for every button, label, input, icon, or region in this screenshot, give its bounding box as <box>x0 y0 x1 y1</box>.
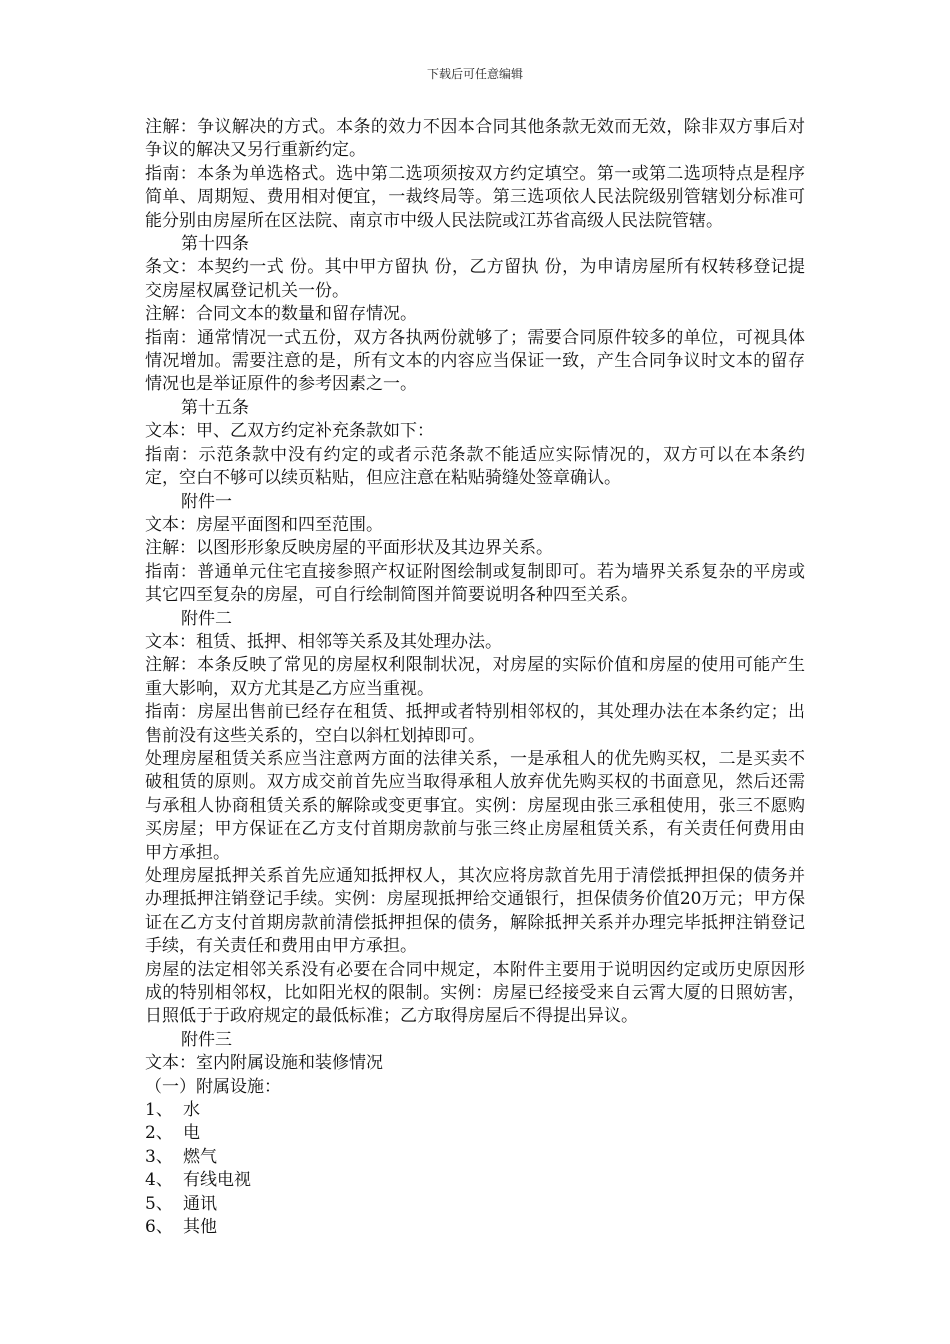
paragraph: 文本：租赁、抵押、相邻等关系及其处理办法。 <box>145 631 502 652</box>
document-body <box>145 116 805 1240</box>
paragraph: 处理房屋抵押关系首先应通知抵押权人，其次应将房款首先用于清偿抵押担保的债务并办理抵押注销登记手续。实例：房屋现抵押给交通银行，担保债务价值20万元；甲方保证在乙方支付首期房款前清偿抵押担保的债务，解除抵押关系并办理完毕抵押注销登记手续，有关责任和费用由甲方承担。 <box>145 866 805 957</box>
list-label: 通讯 <box>183 1193 217 1214</box>
paragraph: 处理房屋租赁关系应当注意两方面的法律关系，一是承租人的优先购买权，二是买卖不破租赁的原则。双方成交前首先应当取得承租人放弃优先购买权的书面意见，然后还需与承租人协商租赁关系的解除或变更事宜。实例：房屋现由张三承租使用，张三不愿购买房屋；甲方保证在乙方支付首期房款前与张三终止房屋租赁关系，有关责任何费用由甲方承担。 <box>145 748 805 863</box>
paragraph: 指南：本条为单选格式。选中第二选项须按双方约定填空。第一或第二选项特点是程序简单、周期短、费用相对便宜，一裁终局等。第三选项依人民法院级别管辖划分标准可能分别由房屋所在区法院、南京市中级人民法院或江苏省高级人民法院管辖。 <box>145 163 805 231</box>
list-label: 其他 <box>183 1217 217 1238</box>
paragraph: 注解：本条反映了常见的房屋权利限制状况，对房屋的实际价值和房屋的使用可能产生重大影响，双方尤其是乙方应当重视。 <box>145 655 805 699</box>
list-item <box>145 1099 805 1122</box>
list-number: 6、 <box>145 1217 173 1238</box>
section-heading: 附件一 <box>181 491 232 512</box>
list-item <box>145 1169 805 1192</box>
list-label: 有线电视 <box>183 1170 251 1191</box>
paragraph: 注解：合同文本的数量和留存情况。 <box>145 304 417 325</box>
paragraph: （一）附属设施： <box>145 1076 281 1097</box>
list-label: 电 <box>183 1123 200 1144</box>
list-item <box>145 1216 805 1239</box>
paragraph: 文本：甲、乙双方约定补充条款如下： <box>145 421 434 442</box>
page-header: 下载后可任意编辑 <box>426 67 523 81</box>
list-number: 5、 <box>145 1193 173 1214</box>
list-number: 4、 <box>145 1170 173 1191</box>
paragraph: 指南：普通单元住宅直接参照产权证附图绘制或复制即可。若为墙界关系复杂的平房或其它四至复杂的房屋，可自行绘制简图并简要说明各种四至关系。 <box>145 561 805 606</box>
paragraph: 指南：示范条款中没有约定的或者示范条款不能适应实际情况的，双方可以在本条约定，空白不够可以续页粘贴，但应注意在粘贴骑缝处签章确认。 <box>145 444 805 489</box>
list-item <box>145 1193 805 1216</box>
paragraph: 注解：以图形形象反映房屋的平面形状及其边界关系。 <box>145 538 553 559</box>
list-item <box>145 1146 805 1169</box>
list-label: 燃气 <box>183 1146 217 1167</box>
section-heading: 附件二 <box>181 608 232 629</box>
paragraph: 房屋的法定相邻关系没有必要在合同中规定，本附件主要用于说明因约定或历史原因形成的特别相邻权，比如阳光权的限制。实例：房屋已经接受来自云霄大厦的日照妨害，日照低于于政府规定的最低标准；乙方取得房屋后不得提出异议。 <box>145 959 805 1027</box>
paragraph: 指南：房屋出售前已经存在租赁、抵押或者特别相邻权的，其处理办法在本条约定；出售前没有这些关系的，空白以斜杠划掉即可。 <box>145 702 805 746</box>
paragraph: 注解：争议解决的方式。本条的效力不因本合同其他条款无效而无效，除非双方事后对争议的解决又另行重新约定。 <box>145 117 805 161</box>
list-number: 1、 <box>145 1100 173 1121</box>
list-item <box>145 1122 805 1145</box>
section-heading: 第十四条 <box>181 234 249 255</box>
paragraph: 条文：本契约一式 份。其中甲方留执 份，乙方留执 份，为申请房屋所有权转移登记提交房屋权属登记机关一份。 <box>145 257 805 301</box>
list-label: 水 <box>183 1100 200 1121</box>
list-number: 3、 <box>145 1146 173 1167</box>
section-heading: 附件三 <box>181 1029 232 1050</box>
section-heading: 第十五条 <box>181 397 249 418</box>
paragraph: 文本：房屋平面图和四至范围。 <box>145 514 383 535</box>
paragraph: 指南：通常情况一式五份，双方各执两份就够了；需要合同原件较多的单位，可视具体情况增加。需要注意的是，所有文本的内容应当保证一致，产生合同争议时文本的留存情况也是举证原件的参考因素之一。 <box>145 327 805 395</box>
list-number: 2、 <box>145 1123 173 1144</box>
paragraph: 文本：室内附属设施和装修情况 <box>145 1053 383 1074</box>
